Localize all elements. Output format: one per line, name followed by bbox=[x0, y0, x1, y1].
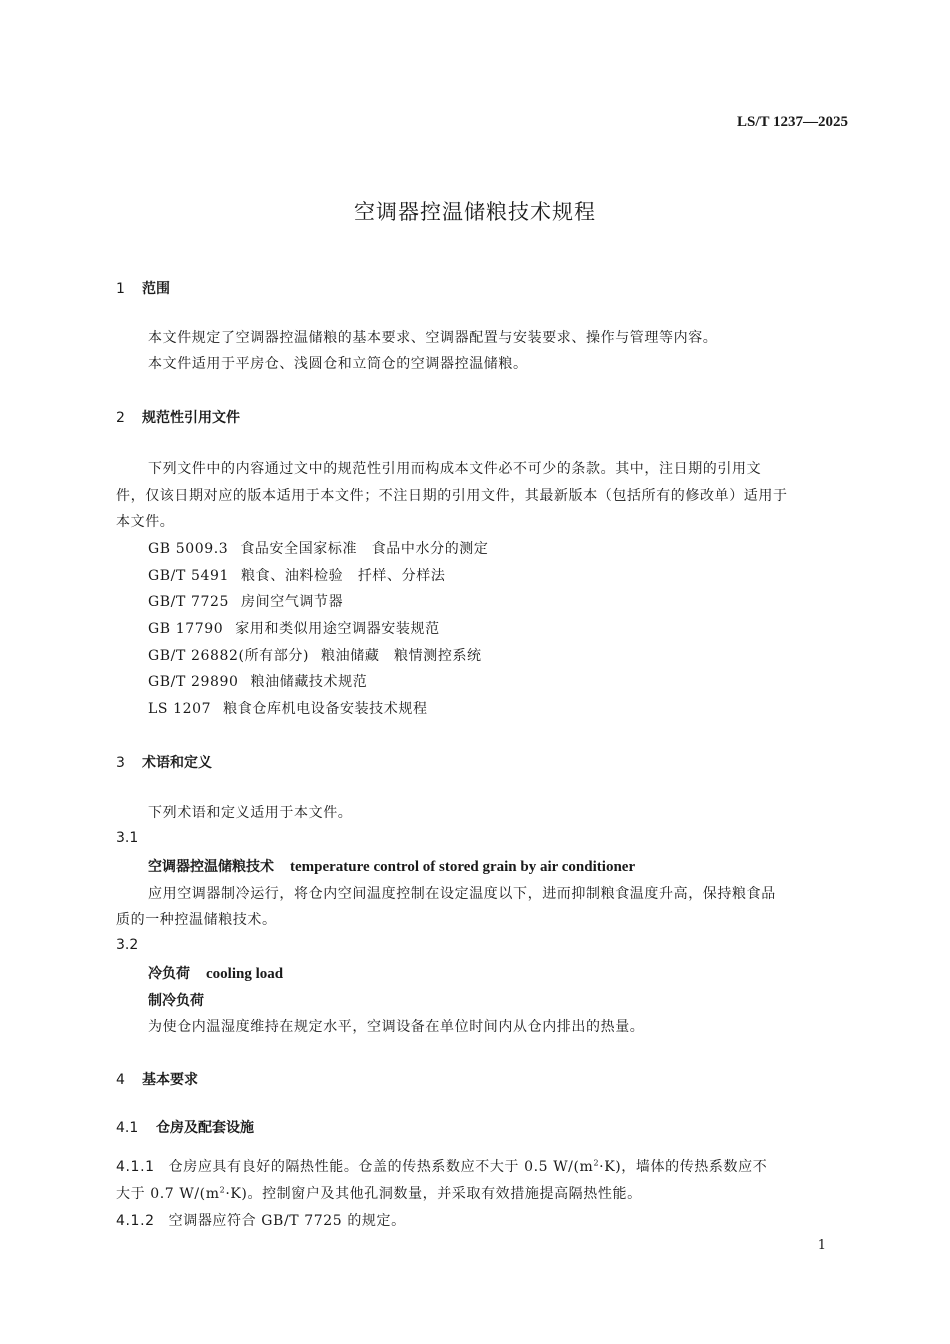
term-entry bbox=[148, 963, 283, 983]
section-number: 2 bbox=[116, 410, 125, 426]
term-definition: 质的一种控温储粮技术。 bbox=[116, 912, 277, 928]
term-number: 3.1 bbox=[116, 830, 139, 846]
section-4-heading bbox=[116, 1069, 198, 1089]
subsection-title: 仓房及配套设施 bbox=[156, 1120, 254, 1136]
section-title: 范围 bbox=[142, 281, 170, 297]
section-title: 术语和定义 bbox=[142, 755, 212, 771]
term-number: 3.2 bbox=[116, 937, 139, 953]
term-alt: 制冷负荷 bbox=[148, 993, 204, 1009]
section-number: 4 bbox=[116, 1072, 125, 1088]
paragraph: 本文件规定了空调器控温储粮的基本要求、空调器配置与安装要求、操作与管理等内容。 bbox=[148, 330, 718, 346]
section-3-heading bbox=[116, 752, 212, 772]
section-title: 基本要求 bbox=[142, 1072, 198, 1088]
reference-item: GB/T 26882(所有部分) 粮油储藏 粮情测控系统 bbox=[148, 648, 482, 664]
clause-number: 4.1.2 bbox=[116, 1213, 155, 1229]
page-number: 1 bbox=[817, 1238, 826, 1253]
term-en: cooling load bbox=[206, 966, 284, 982]
term-en: temperature control of stored grain by air conditioner bbox=[290, 859, 636, 875]
document-code: LS/T 1237—2025 bbox=[737, 114, 848, 130]
paragraph-line: 下列文件中的内容通过文中的规范性引用而构成本文件必不可少的条款。其中，注日期的引用文 bbox=[148, 461, 762, 477]
paragraph: 下列术语和定义适用于本文件。 bbox=[148, 805, 353, 821]
section-number: 1 bbox=[116, 281, 125, 297]
term-zh: 冷负荷 bbox=[148, 966, 190, 982]
section-title: 规范性引用文件 bbox=[142, 410, 240, 426]
section-number: 3 bbox=[116, 755, 125, 771]
reference-item: GB 5009.3 食品安全国家标准 食品中水分的测定 bbox=[148, 541, 489, 557]
term-zh: 空调器控温储粮技术 bbox=[148, 859, 274, 875]
clause-number: 4.1.1 bbox=[116, 1159, 155, 1175]
page-title: 空调器控温储粮技术规程 bbox=[354, 200, 596, 224]
paragraph: 本文件适用于平房仓、浅圆仓和立筒仓的空调器控温储粮。 bbox=[148, 356, 528, 372]
clause-4-1-1: 4.1.1 仓房应具有良好的隔热性能。仓盖的传热系数应不大于 0.5 $W/(m^2\cdot K)$，墙体的传热系数应不 bbox=[116, 1158, 768, 1175]
section-1-heading bbox=[116, 278, 170, 298]
term-definition: 应用空调器制冷运行，将仓内空间温度控制在设定温度以下，进而抑制粮食温度升高，保持粮食品 bbox=[148, 886, 776, 902]
clause-4-1-1-cont: 大于 0.7 $W/(m^2\cdot K)$。控制窗户及其他孔洞数量，并采取有效措施提高隔热性能。 bbox=[116, 1185, 642, 1202]
reference-item: GB/T 7725 房间空气调节器 bbox=[148, 594, 344, 610]
subsection-4-1-heading bbox=[116, 1117, 254, 1137]
subsection-number: 4.1 bbox=[116, 1120, 139, 1136]
reference-item: LS 1207 粮食仓库机电设备安装技术规程 bbox=[148, 701, 428, 717]
term-definition: 为使仓内温湿度维持在规定水平，空调设备在单位时间内从仓内排出的热量。 bbox=[148, 1019, 645, 1035]
clause-4-1-2: 4.1.2 空调器应符合 GB/T 7725 的规定。 bbox=[116, 1213, 406, 1229]
term-entry bbox=[148, 856, 635, 876]
reference-item: GB 17790 家用和类似用途空调器安装规范 bbox=[148, 621, 440, 637]
section-2-heading bbox=[116, 407, 240, 427]
reference-item: GB/T 5491 粮食、油料检验 扦样、分样法 bbox=[148, 568, 446, 584]
paragraph-line: 件，仅该日期对应的版本适用于本文件；不注日期的引用文件，其最新版本（包括所有的修改单）适用于 bbox=[116, 488, 788, 504]
paragraph-line: 本文件。 bbox=[116, 514, 175, 530]
reference-item: GB/T 29890 粮油储藏技术规范 bbox=[148, 674, 368, 690]
